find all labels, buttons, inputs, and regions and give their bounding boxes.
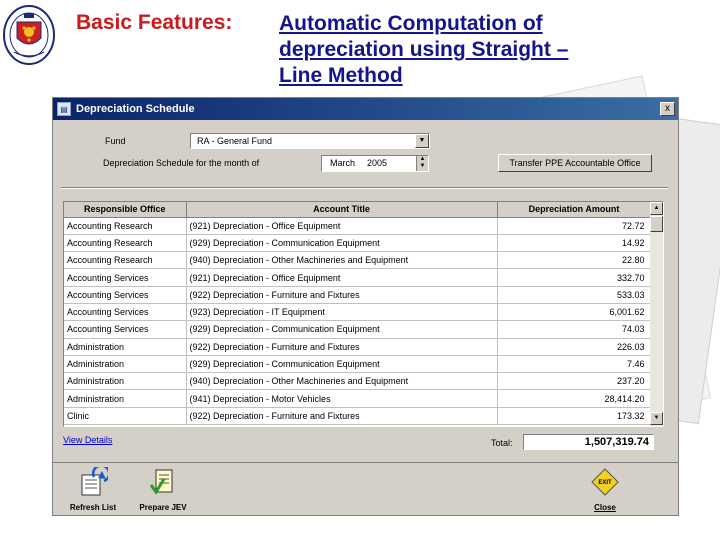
slide-heading-line: Line Method	[279, 64, 403, 87]
table-row[interactable]	[64, 407, 651, 424]
refresh-list-label: Refresh List	[69, 503, 117, 512]
cell-responsible-office: Administration	[64, 338, 186, 355]
slide-heading-line: Automatic Computation of	[279, 12, 543, 35]
column-header[interactable]: Responsible Office	[64, 202, 186, 217]
cell-account-title: (922) Depreciation - Furniture and Fixtures	[186, 286, 497, 303]
depreciation-table	[64, 202, 652, 425]
window-title: Depreciation Schedule	[76, 103, 195, 115]
cell-depreciation-amount: 72.72	[497, 217, 651, 234]
cell-account-title: (923) Depreciation - IT Equipment	[186, 303, 497, 320]
bottom-toolbar	[53, 462, 678, 515]
month-value[interactable]: March	[330, 158, 356, 168]
cell-depreciation-amount: 533.03	[497, 286, 651, 303]
grid-vertical-scrollbar[interactable]	[650, 202, 663, 426]
table-header-row	[64, 202, 651, 217]
cell-responsible-office: Accounting Research	[64, 252, 186, 269]
window-titlebar[interactable]	[53, 98, 678, 120]
cell-depreciation-amount: 173.32	[497, 407, 651, 424]
total-value: 1,507,319.74	[523, 434, 654, 450]
cell-responsible-office: Accounting Services	[64, 286, 186, 303]
transfer-ppe-button[interactable]: Transfer PPE Accountable Office	[498, 154, 652, 172]
close-button[interactable]	[581, 467, 629, 512]
cell-responsible-office: Accounting Research	[64, 217, 186, 234]
cell-account-title: (941) Depreciation - Motor Vehicles	[186, 390, 497, 407]
exit-sign-icon	[590, 467, 620, 497]
cell-depreciation-amount: 237.20	[497, 373, 651, 390]
seal-logo-icon	[2, 4, 56, 66]
fund-label: Fund	[105, 136, 126, 146]
cell-responsible-office: Administration	[64, 355, 186, 372]
table-row[interactable]	[64, 286, 651, 303]
cell-depreciation-amount: 226.03	[497, 338, 651, 355]
cell-account-title: (922) Depreciation - Furniture and Fixtures	[186, 407, 497, 424]
fund-value: RA - General Fund	[197, 136, 273, 146]
scroll-thumb[interactable]	[650, 216, 663, 232]
scroll-up-icon[interactable]: ▲	[650, 202, 663, 215]
cell-account-title: (940) Depreciation - Other Machineries and Equipment	[186, 252, 497, 269]
slide-heading-left: Basic Features:	[76, 11, 233, 34]
depreciation-grid[interactable]	[63, 201, 664, 427]
cell-responsible-office: Administration	[64, 373, 186, 390]
refresh-list-button[interactable]	[65, 467, 121, 512]
cell-depreciation-amount: 14.92	[497, 234, 651, 251]
cell-depreciation-amount: 6,001.62	[497, 303, 651, 320]
cell-account-title: (921) Depreciation - Office Equipment	[186, 269, 497, 286]
depreciation-schedule-window	[52, 97, 679, 516]
cell-account-title: (929) Depreciation - Communication Equipment	[186, 321, 497, 338]
table-row[interactable]	[64, 355, 651, 372]
year-value[interactable]: 2005	[367, 158, 388, 168]
window-app-icon: ▤	[57, 102, 71, 116]
table-row[interactable]	[64, 390, 651, 407]
table-row[interactable]	[64, 234, 651, 251]
fund-select[interactable]	[190, 133, 430, 149]
cell-account-title: (929) Depreciation - Communication Equipment	[186, 355, 497, 372]
prepare-jev-icon	[148, 467, 178, 497]
cell-depreciation-amount: 7.46	[497, 355, 651, 372]
table-row[interactable]	[64, 217, 651, 234]
cell-responsible-office: Accounting Research	[64, 234, 186, 251]
scroll-down-icon[interactable]: ▼	[650, 412, 663, 425]
table-row[interactable]	[64, 321, 651, 338]
cell-account-title: (940) Depreciation - Other Machineries and Equipment	[186, 373, 497, 390]
cell-depreciation-amount: 74.03	[497, 321, 651, 338]
slide-heading-right	[279, 11, 568, 89]
cell-depreciation-amount: 332.70	[497, 269, 651, 286]
cell-depreciation-amount: 28,414.20	[497, 390, 651, 407]
cell-responsible-office: Accounting Services	[64, 269, 186, 286]
table-row[interactable]	[64, 303, 651, 320]
exit-sign-text: EXIT	[598, 480, 612, 486]
dropdown-arrow-icon[interactable]: ▼	[415, 134, 429, 148]
window-close-button[interactable]: x	[660, 102, 675, 116]
refresh-icon	[78, 467, 108, 497]
cell-responsible-office: Accounting Services	[64, 303, 186, 320]
prepare-jev-label: Prepare JEV	[139, 503, 187, 512]
prepare-jev-button[interactable]	[133, 467, 193, 512]
column-header[interactable]: Depreciation Amount	[497, 202, 651, 217]
month-year-picker[interactable]	[321, 155, 429, 172]
cell-responsible-office: Accounting Services	[64, 321, 186, 338]
table-row[interactable]	[64, 252, 651, 269]
column-header[interactable]: Account Title	[186, 202, 497, 217]
cell-account-title: (922) Depreciation - Furniture and Fixtures	[186, 338, 497, 355]
cell-account-title: (929) Depreciation - Communication Equipment	[186, 234, 497, 251]
cell-depreciation-amount: 22.80	[497, 252, 651, 269]
close-label: Close	[594, 503, 616, 512]
cell-account-title: (921) Depreciation - Office Equipment	[186, 217, 497, 234]
schedule-month-label: Depreciation Schedule for the month of	[103, 158, 260, 168]
cell-responsible-office: Clinic	[64, 407, 186, 424]
table-row[interactable]	[64, 269, 651, 286]
slide-heading-line: depreciation using Straight –	[279, 38, 569, 61]
total-label: Total:	[491, 438, 513, 448]
divider	[61, 187, 668, 189]
table-row[interactable]	[64, 338, 651, 355]
view-details-link[interactable]: View Details	[63, 435, 113, 445]
spinner-icon[interactable]: ▲ ▼	[416, 156, 428, 171]
cell-responsible-office: Administration	[64, 390, 186, 407]
table-row[interactable]	[64, 373, 651, 390]
